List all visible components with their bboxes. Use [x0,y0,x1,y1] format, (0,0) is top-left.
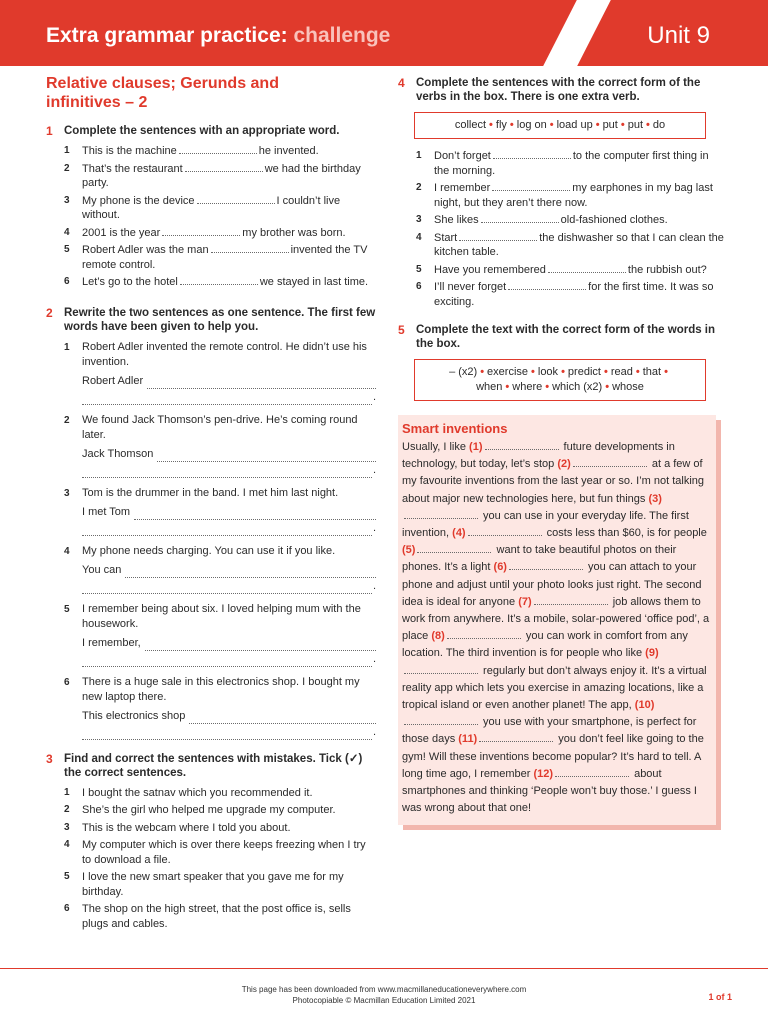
footer-copyright: Photocopiable © Macmillan Education Limited 2021 [292,996,476,1005]
answer-line-2 [82,520,376,536]
exercise-instruction: Complete the text with the correct form of the words in the box. [416,324,716,350]
answer-blank[interactable] [459,231,537,241]
gap-number: (6) [493,561,507,574]
exercise-4-list [398,149,724,309]
answer-blank[interactable] [197,194,275,204]
item-text-after: the dishwasher so that I can clean the kitchen table. [434,231,724,258]
section-title: Relative clauses; Gerunds and infinitives – 2 [46,75,279,111]
footer-download-note: This page has been downloaded from www.macmillaneducationeverywhere.com [241,985,527,994]
item-text-after: the rubbish out? [627,263,707,276]
answer-line-2 [82,462,376,478]
answer-field[interactable] [189,714,376,724]
gap-blank[interactable] [534,595,608,605]
separator-dot: • [505,381,510,393]
ex1-item [46,275,376,290]
item-sentences: Tom is the drummer in the band. I met him last night. [82,486,339,499]
word-box-word: read [610,366,633,378]
answer-start-words: You can [82,563,122,576]
answer-blank[interactable] [180,275,258,285]
item-text-before: 2001 is the year [82,226,161,239]
gap-number: (9) [645,647,659,660]
reading-text-segment: you can attach to your phone and adjust until your photo looks just right. The second idea is ideal for anyone [402,561,702,608]
item-text-before: That’s the restaurant [82,162,183,175]
exercise-4-word-box [414,112,706,139]
item-text: I love the new smart speaker that you gave me for my birthday. [82,871,344,898]
right-column [398,74,724,825]
word-box-line [421,118,699,133]
full-stop: . [372,725,376,738]
ex1-item [46,162,376,191]
item-number: 3 [416,214,422,225]
exercise-number: 2 [46,305,53,320]
word-box-word: fly [495,119,507,131]
separator-dot: • [489,119,493,131]
answer-field[interactable] [157,452,376,462]
answer-blank[interactable] [211,243,289,253]
ex4-item [398,213,724,228]
item-text-before: Don’t forget [434,150,491,162]
answer-start-words: This electronics shop [82,709,186,722]
item-number: 4 [64,545,70,557]
item-text-after: we had the birthday party. [82,162,361,189]
word-box-word: when [476,381,503,393]
item-text-before: Robert Adler was the man [82,244,209,256]
header-divider [543,0,611,66]
item-text-before: Have you remembered [434,263,546,276]
gap-number: (10) [634,699,655,712]
exercise-number: 5 [398,323,405,337]
item-number: 4 [64,226,70,238]
ex2-item [46,675,376,740]
item-text-after: invented the TV remote control. [82,244,368,271]
word-box-word: look [537,366,559,378]
item-number: 2 [64,414,70,426]
item-text-before: Start [434,231,458,244]
ex1-item [46,226,376,241]
word-box-word: exercise [487,366,529,378]
gap-number: (4) [452,527,466,540]
word-box-line [421,380,699,395]
gap-blank[interactable] [479,732,553,742]
reading-text-segment: job allows them to work from anywhere. It’s a mobile, solar-powered ‘office pod’, a place [402,595,710,643]
word-box-word: put [602,119,618,131]
item-number: 6 [64,903,70,914]
ex4-item [398,280,724,309]
exercise-instruction: Complete the sentences with an appropriate word. [64,125,340,137]
exercise-3-list [46,786,376,932]
exercise-instruction: Rewrite the two sentences as one sentence. The first few words have been given to help you. [64,306,376,333]
word-box-word: predict [567,366,601,378]
item-number: 2 [64,804,70,815]
ex3-item[interactable] [46,902,376,931]
ex3-item[interactable] [46,786,376,801]
reading-title: Smart inventions [402,421,508,436]
ex2-item [46,486,376,536]
word-box-word: which (x2) [552,381,603,393]
item-text-after: I couldn’t live without. [82,194,341,221]
answer-blank[interactable] [162,226,240,236]
word-box-word: log on [516,119,547,131]
gap-number: (12) [533,767,554,780]
ex3-item[interactable] [46,838,376,867]
answer-field[interactable] [145,641,376,651]
item-number: 6 [416,281,422,292]
item-number: 5 [416,263,422,275]
reading-text-box [398,415,716,825]
reading-text-segment: you use with your smartphone, is perfect for those days [402,716,697,746]
answer-field[interactable] [82,730,372,740]
item-text: I bought the satnav which you recommended it. [82,786,313,799]
gap-number: (7) [518,595,532,608]
word-box-word: do [652,119,666,131]
reading-text-segment: about smartphones and thinking ‘People won’t buy those.’ I guess I was wrong about that one! [402,767,697,815]
exercise-3-heading [46,752,376,780]
item-text-after: my brother was born. [242,226,346,239]
item-number: 5 [64,871,70,882]
word-box-word: where [512,381,543,393]
item-text-before: This is the machine [82,145,177,157]
page-title [46,24,390,48]
exercise-1-heading [46,124,376,138]
reading-text-segment: future developments in technology, but today, let’s stop [402,441,675,471]
exercise-instruction: Find and correct the sentences with mistakes. Tick (✓) the correct sentences. [64,752,363,779]
gap-number: (11) [458,733,478,746]
gap-blank[interactable] [573,457,647,467]
ex2-item [46,544,376,594]
word-box-word: – (x2) [449,366,478,378]
item-number: 5 [64,244,70,255]
item-text-after: we stayed in last time. [259,276,369,288]
answer-field[interactable] [82,584,372,594]
item-number: 6 [64,676,70,688]
unit-label: Unit 9 [647,22,710,49]
reading-text-segment: costs less than $60, is for people [543,527,707,540]
exercise-2-list [46,340,376,740]
answer-field[interactable] [134,510,376,520]
answer-start-words: I met Tom [82,505,131,518]
separator-dot: • [605,381,610,393]
answer-line [82,504,376,520]
gap-blank[interactable] [447,629,521,639]
item-number: 3 [64,194,70,206]
gap-blank[interactable] [417,543,491,553]
ex2-item [46,340,376,405]
answer-line [82,373,376,389]
answer-line-2 [82,389,376,405]
answer-blank[interactable] [493,149,571,159]
exercise-5-word-box [414,359,706,401]
separator-dot: • [620,119,625,131]
left-column [46,74,376,934]
answer-start-words: Jack Thomson [82,447,154,460]
item-number: 3 [64,821,70,833]
item-sentences: Robert Adler invented the remote control. He didn’t use his invention. [82,340,367,368]
answer-blank[interactable] [508,280,586,290]
reading-text-segment: regularly but don’t always enjoy it. It’s a virtual reality app which lets you exercise in amazing locations, like a tropical island or even another planet! The app, [402,664,707,712]
word-box-line [421,365,699,380]
item-text-before: She likes [434,214,479,226]
title-main: Extra grammar practice: [46,24,288,47]
answer-line [82,635,376,651]
gap-blank[interactable] [404,509,478,519]
answer-blank[interactable] [185,162,263,172]
reading-text-segment: want to take beautiful photos on their phones. It’s a light [402,544,677,574]
word-box-word: collect [454,119,487,131]
exercise-number: 3 [46,751,53,766]
answer-field[interactable] [82,395,372,405]
ex1-item [46,144,376,159]
separator-dot: • [531,366,535,378]
separator-dot: • [545,381,550,393]
answer-blank[interactable] [492,181,570,191]
item-text: The shop on the high street, that the post office is, sells plugs and cables. [82,903,351,930]
ex2-item [46,413,376,478]
item-number: 6 [64,276,70,287]
answer-blank[interactable] [548,263,626,273]
item-number: 1 [64,341,70,353]
item-sentences: I remember being about six. I loved helping mum with the housework. [82,602,361,630]
item-number: 2 [64,162,70,174]
separator-dot: • [480,366,485,378]
answer-line [82,446,376,462]
exercise-instruction: Complete the sentences with the correct form of the verbs in the box. There is one extra verb. [416,77,701,103]
title-accent: challenge [293,24,391,47]
exercise-2-heading [46,306,376,334]
page-number: 1 of 1 [708,992,732,1002]
page-header [0,0,768,66]
answer-field[interactable] [82,526,372,536]
ex4-item [398,263,724,278]
ex4-item [398,231,724,260]
item-text: She’s the girl who helped me upgrade my computer. [82,804,336,816]
answer-field[interactable] [147,379,376,389]
ex1-item [46,243,376,272]
item-number: 3 [64,487,70,499]
item-text: This is the webcam where I told you about. [82,821,291,834]
item-text-before: I remember [434,182,491,194]
gap-number: (5) [402,544,416,557]
exercise-4-heading [398,76,724,104]
separator-dot: • [595,119,600,131]
separator-dot: • [561,366,565,378]
item-text-before: I’ll never forget [434,281,507,293]
item-text-before: My phone is the device [82,194,195,207]
footer-divider [0,968,768,969]
answer-start-words: Robert Adler [82,374,144,387]
full-stop: . [372,579,376,592]
exercise-number: 1 [46,124,53,138]
word-box-word: whose [612,381,644,393]
item-text-after: he invented. [258,145,319,157]
item-sentences: We found Jack Thomson’s pen-drive. He’s coming round later. [82,413,358,441]
item-sentences: There is a huge sale in this electronics shop. I bought my new laptop there. [82,675,360,703]
separator-dot: • [509,119,514,131]
reading-text-segment: you can work in comfort from any location. The third invention is for people who like [402,630,688,660]
answer-field[interactable] [125,568,376,578]
ex3-item[interactable] [46,821,376,836]
separator-dot: • [603,366,608,378]
exercise-5-heading [398,323,724,351]
item-text: My computer which is over there keeps freezing when I try to download a file. [82,839,366,866]
item-number: 1 [64,145,70,156]
item-number: 4 [416,231,422,243]
full-stop: . [372,463,376,476]
ex2-item [46,602,376,667]
word-box-word: load up [556,119,593,131]
answer-field[interactable] [82,468,372,478]
item-text-after: my earphones in my bag last night, but they aren’t there now. [434,182,713,209]
text-panel [398,415,724,825]
reading-text-segment: you can use in your everyday life. The first invention, [402,509,689,540]
item-text-after: old-fashioned clothes. [560,214,668,226]
answer-line-2 [82,651,376,667]
item-text-after: for the first time. It was so exciting. [434,281,714,308]
gap-blank[interactable] [485,440,559,450]
item-text-before: Let’s go to the hotel [82,276,178,288]
ex1-item [46,194,376,223]
gap-number: (8) [431,630,445,643]
answer-start-words: I remember, [82,636,141,649]
separator-dot: • [646,119,650,131]
item-sentences: My phone needs charging. You can use it if you like. [82,544,336,557]
answer-line [82,708,376,724]
ex3-item[interactable] [46,803,376,818]
full-stop: . [372,521,376,534]
item-number: 4 [64,839,70,850]
answer-field[interactable] [82,657,372,667]
gap-number: (1) [469,441,483,453]
exercise-1-list [46,144,376,290]
reading-text-segment: Usually, I like [402,441,470,453]
item-number: 5 [64,603,70,615]
separator-dot: • [635,366,640,378]
gap-blank[interactable] [404,715,478,725]
gap-blank[interactable] [555,767,629,777]
reading-text-segment: you don’t feel like going to the gym! Will these inventions become popular? It’s hard to tell. A long time ago, I remember [402,733,704,780]
answer-line-2 [82,578,376,594]
ex3-item[interactable] [46,870,376,899]
reading-text-segment: at a few of my favourite inventions from the last year or so. I’m not talking about major new technologies here, but fun things [402,458,705,505]
full-stop: . [372,390,376,403]
gap-blank[interactable] [468,526,542,536]
ex4-item [398,181,724,210]
exercise-number: 4 [398,76,405,90]
full-stop: . [372,652,376,665]
answer-line-2 [82,724,376,740]
gap-blank[interactable] [509,560,583,570]
reading-body [402,439,710,817]
answer-blank[interactable] [179,144,257,154]
word-box-word: that [642,366,662,378]
item-number: 1 [416,150,422,161]
answer-blank[interactable] [481,213,559,223]
item-text-after: to the computer first thing in the morning. [434,150,709,177]
word-box-word: put [627,119,644,131]
gap-blank[interactable] [404,664,478,674]
separator-dot: • [664,366,668,378]
gap-number: (2) [557,458,571,471]
item-number: 1 [64,786,70,798]
item-number: 2 [416,182,422,193]
gap-number: (3) [648,492,662,505]
answer-line [82,562,376,578]
separator-dot: • [549,119,554,131]
ex4-item [398,149,724,178]
